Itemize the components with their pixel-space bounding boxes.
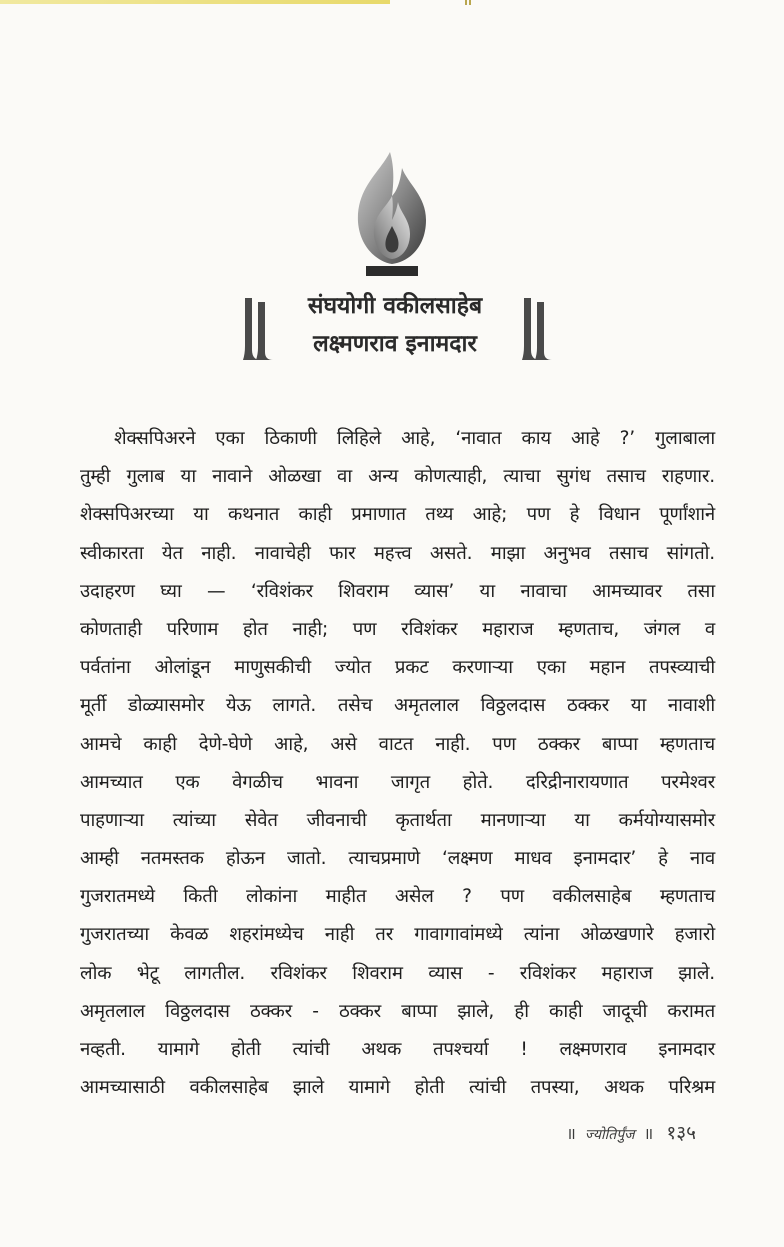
footer-mark-right: ॥ [643,1124,654,1143]
text-line: अमृतलाल विठ्ठलदास ठक्कर - ठक्कर बाप्पा झाले, ही काही जादूची करामत [80,1000,715,1022]
text-line: कोणताही परिणाम होत नाही; पण रविशंकर महाराज म्हणताच, जंगल व [80,618,715,640]
chapter-title-line-2: लक्ष्मणराव इनामदार [313,331,477,357]
text-line: शेक्सपिअरच्या या कथनात काही प्रमाणात तथ्य आहे; पण हे विधान पूर्णांशाने [80,504,715,526]
top-edge-marks [455,0,515,6]
text-line: आमचे काही देणे-घेणे आहे, असे वाटत नाही. पण ठक्कर बाप्पा म्हणताच [80,733,715,755]
footer-mark-left: ॥ [566,1124,576,1143]
footer-book-title: ज्योतिर्पुंज [584,1127,635,1143]
page-number: १३५ [666,1122,696,1144]
text-line: पर्वतांना ओलांडून माणुसकीची ज्योत प्रकट करणाऱ्या एका महान तपस्व्याची [80,657,715,679]
page-footer [566,1119,696,1145]
text-line: आमच्यात एक वेगळीच भावना जागृत होते. दरिद्रीनारायणात परमेश्वर [80,771,715,793]
text-line: उदाहरण घ्या — ‘रविशंकर शिवराम व्यास’ या नावाचा आमच्यावर तसा [80,580,715,602]
text-line: शेक्सपिअरने एका ठिकाणी लिहिले आहे, ‘नावात काय आहे ?’ गुलाबाला [114,428,715,449]
text-line: आमच्यासाठी वकीलसाहेब झाले यामागे होती त्यांची तपस्या, अथक परिश्रम [80,1077,715,1099]
text-line: मूर्ती डोळ्यासमोर येऊ लागते. तसेच अमृतलाल विठ्ठलदास ठक्कर या नावाशी [80,695,715,717]
chapter-title [230,282,560,362]
body-paragraph [80,420,715,1107]
text-line: तुम्ही गुलाब या नावाने ओळखा वा अन्य कोणत्याही, त्याचा सुगंध तसाच राहणार. [80,466,715,488]
text-line: लोक भेटू लागतील. रविशंकर शिवराम व्यास - रविशंकर महाराज झाले. [80,962,715,984]
text-line: गुजरातच्या केवळ शहरांमध्येच नाही तर गावागावांमध्ये त्यांना ओळखणारे हजारो [80,924,715,946]
text-line: आम्ही नतमस्तक होऊन जातो. त्याचप्रमाणे ‘लक्ष्मण माधव इनामदार’ हे नाव [80,848,715,870]
chapter-title-line-1: संघयोगी वकीलसाहेब [307,293,483,319]
text-line: स्वीकारता येत नाही. नावाचेही फार महत्त्व असते. माझा अनुभव तसाच सांगतो. [80,542,715,564]
text-line: गुजरातमध्ये किती लोकांना माहीत असेल ? पण वकीलसाहेब म्हणताच [80,886,715,908]
text-line: पाहणाऱ्या त्यांच्या सेवेत जीवनाची कृतार्थता मानणाऱ्या या कर्मयोग्यासमोर [80,809,715,831]
text-line: नव्हती. यामागे होती त्यांची अथक तपश्चर्या ! लक्ष्मणराव इनामदार [80,1039,715,1060]
flame-lamp-icon [352,150,432,278]
top-edge-rule [0,0,390,4]
